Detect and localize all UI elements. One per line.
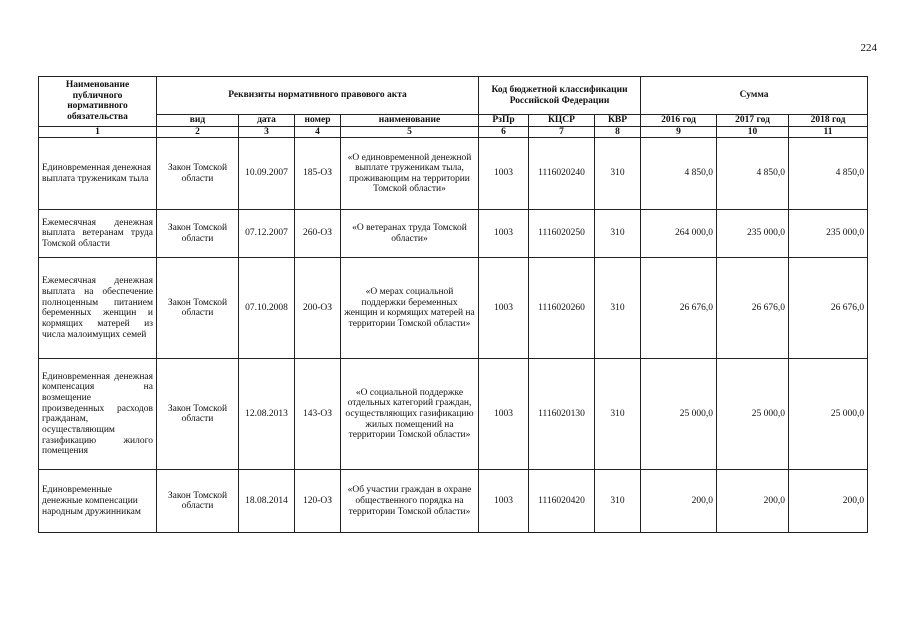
column-number: 3 [239, 126, 295, 138]
kvr-code: 310 [595, 359, 641, 470]
obligation-name: Ежемесячная денежная выплата на обеспечение полноценным питанием беременных женщин и кормящих матерей из числа малоимущих семей [39, 258, 157, 359]
kcsr-code: 1116020130 [529, 359, 595, 470]
sum-2017: 25 000,0 [717, 359, 789, 470]
act-number: 185-ОЗ [295, 138, 341, 210]
rzpr-code: 1003 [479, 138, 529, 210]
subheader-vid: вид [157, 115, 239, 127]
subheader-title: наименование [341, 115, 479, 127]
act-number: 120-ОЗ [295, 470, 341, 533]
sum-2018: 25 000,0 [789, 359, 868, 470]
act-title: «О единовременной денежной выплате труженикам тыла, проживающим на территории Томской области» [341, 138, 479, 210]
kvr-code: 310 [595, 138, 641, 210]
sum-2017: 235 000,0 [717, 210, 789, 258]
page-number: 224 [860, 42, 877, 54]
column-number: 7 [529, 126, 595, 138]
act-type: Закон Томской области [157, 258, 239, 359]
header-row [39, 77, 868, 115]
subheader-date: дата [239, 115, 295, 127]
act-number: 143-ОЗ [295, 359, 341, 470]
kcsr-code: 1116020250 [529, 210, 595, 258]
act-type: Закон Томской области [157, 138, 239, 210]
column-number: 11 [789, 126, 868, 138]
act-date: 07.12.2007 [239, 210, 295, 258]
kvr-code: 310 [595, 258, 641, 359]
obligation-name: Единовременная денежная выплата труженикам тыла [39, 138, 157, 210]
subheader-kvr: КВР [595, 115, 641, 127]
table-row [39, 470, 868, 533]
obligation-name: Ежемесячная денежная выплата ветеранам труда Томской области [39, 210, 157, 258]
sum-2017: 4 850,0 [717, 138, 789, 210]
kcsr-code: 1116020260 [529, 258, 595, 359]
rzpr-code: 1003 [479, 258, 529, 359]
header-sum: Сумма [641, 77, 868, 115]
subheader-2016: 2016 год [641, 115, 717, 127]
subheader-number: номер [295, 115, 341, 127]
sum-2018: 235 000,0 [789, 210, 868, 258]
table-row [39, 258, 868, 359]
sum-2016: 200,0 [641, 470, 717, 533]
act-number: 260-ОЗ [295, 210, 341, 258]
subheader-kcsr: КЦСР [529, 115, 595, 127]
sum-2016: 25 000,0 [641, 359, 717, 470]
column-number: 1 [39, 126, 157, 138]
column-number: 10 [717, 126, 789, 138]
rzpr-code: 1003 [479, 210, 529, 258]
column-number: 8 [595, 126, 641, 138]
rzpr-code: 1003 [479, 470, 529, 533]
column-number: 6 [479, 126, 529, 138]
act-date: 12.08.2013 [239, 359, 295, 470]
act-title: «О ветеранах труда Томской области» [341, 210, 479, 258]
kcsr-code: 1116020420 [529, 470, 595, 533]
sum-2016: 4 850,0 [641, 138, 717, 210]
rzpr-code: 1003 [479, 359, 529, 470]
column-number: 4 [295, 126, 341, 138]
obligation-name: Единовременная денежная компенсация на возмещение произведенных расходов гражданам, осуществляющим газификацию жилого помещения [39, 359, 157, 470]
kcsr-code: 1116020240 [529, 138, 595, 210]
sum-2018: 26 676,0 [789, 258, 868, 359]
header-name: Наименование публичного нормативного обязательства [39, 77, 157, 127]
kvr-code: 310 [595, 470, 641, 533]
subheader-row [39, 115, 868, 127]
subheader-2018: 2018 год [789, 115, 868, 127]
act-title: «Об участии граждан в охране общественного порядка на территории Томской области» [341, 470, 479, 533]
column-number: 9 [641, 126, 717, 138]
sum-2018: 200,0 [789, 470, 868, 533]
subheader-rzpr: РзПр [479, 115, 529, 127]
sum-2016: 26 676,0 [641, 258, 717, 359]
column-number: 5 [341, 126, 479, 138]
sum-2017: 26 676,0 [717, 258, 789, 359]
table-row [39, 138, 868, 210]
header-requisites: Реквизиты нормативного правового акта [157, 77, 479, 115]
act-type: Закон Томской области [157, 359, 239, 470]
kvr-code: 310 [595, 210, 641, 258]
act-title: «О социальной поддержке отдельных категорий граждан, осуществляющих газификацию жилых помещений на территории Томской области» [341, 359, 479, 470]
act-title: «О мерах социальной поддержки беременных женщин и кормящих матерей на территории Томской области» [341, 258, 479, 359]
sum-2017: 200,0 [717, 470, 789, 533]
obligation-name: Единовременные денежные компенсации народным дружинникам [39, 470, 157, 533]
header-budget-code: Код бюджетной классификации Российской Федерации [479, 77, 641, 115]
sum-2016: 264 000,0 [641, 210, 717, 258]
act-type: Закон Томской области [157, 470, 239, 533]
act-date: 10.09.2007 [239, 138, 295, 210]
column-number: 2 [157, 126, 239, 138]
table-row [39, 210, 868, 258]
act-date: 18.08.2014 [239, 470, 295, 533]
sum-2018: 4 850,0 [789, 138, 868, 210]
act-number: 200-ОЗ [295, 258, 341, 359]
table-row [39, 359, 868, 470]
subheader-2017: 2017 год [717, 115, 789, 127]
obligations-table [38, 76, 868, 533]
column-number-row [39, 126, 868, 138]
act-date: 07.10.2008 [239, 258, 295, 359]
act-type: Закон Томской области [157, 210, 239, 258]
